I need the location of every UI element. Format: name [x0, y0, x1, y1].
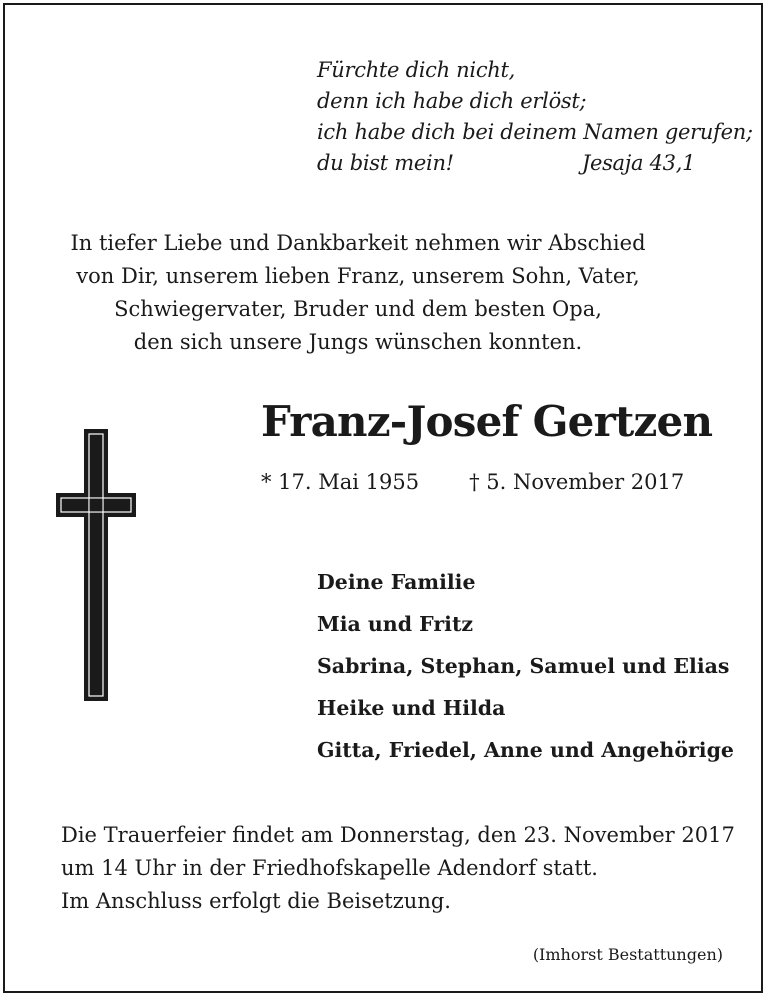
service-line: Im Anschluss erfolgt die Beisetzung. [61, 889, 451, 913]
family-line: Deine Familie [317, 570, 476, 594]
verse-reference: Jesaja 43,1 [581, 151, 696, 175]
death-date: † 5. November 2017 [469, 470, 685, 494]
life-dates [261, 470, 684, 494]
farewell-line: In tiefer Liebe und Dankbarkeit nehmen wir Abschied [70, 231, 646, 255]
service-line: Die Trauerfeier findet am Donnerstag, den 23. November 2017 [61, 823, 735, 847]
farewell-line: von Dir, unserem lieben Franz, unserem Sohn, Vater, [76, 264, 640, 288]
verse-line: ich habe dich bei deinem Namen gerufen; [317, 120, 753, 144]
verse-line: Fürchte dich nicht, [317, 58, 516, 82]
service-line: um 14 Uhr in der Friedhofskapelle Adendorf statt. [61, 856, 598, 880]
cross-icon [56, 429, 136, 705]
verse-line: du bist mein! [317, 151, 454, 175]
bible-verse [317, 55, 753, 179]
obituary-frame [3, 3, 763, 993]
family-line: Mia und Fritz [317, 612, 474, 636]
verse-line: denn ich habe dich erlöst; [317, 89, 587, 113]
birth-date: * 17. Mai 1955 [261, 470, 420, 494]
farewell-line: den sich unsere Jungs wünschen konnten. [133, 330, 583, 354]
family-line: Sabrina, Stephan, Samuel und Elias [317, 654, 730, 678]
family-line: Gitta, Friedel, Anne und Angehörige [317, 738, 734, 762]
farewell-text [5, 227, 711, 359]
deceased-name: Franz-Josef Gertzen [261, 397, 713, 446]
undertaker-credit: (Imhorst Bestattungen) [532, 945, 723, 964]
verse-line-last [317, 148, 753, 179]
farewell-line: Schwiegervater, Bruder und dem besten Opa, [114, 297, 602, 321]
service-info [61, 819, 735, 918]
family-line: Heike und Hilda [317, 696, 506, 720]
family-list [317, 561, 734, 771]
